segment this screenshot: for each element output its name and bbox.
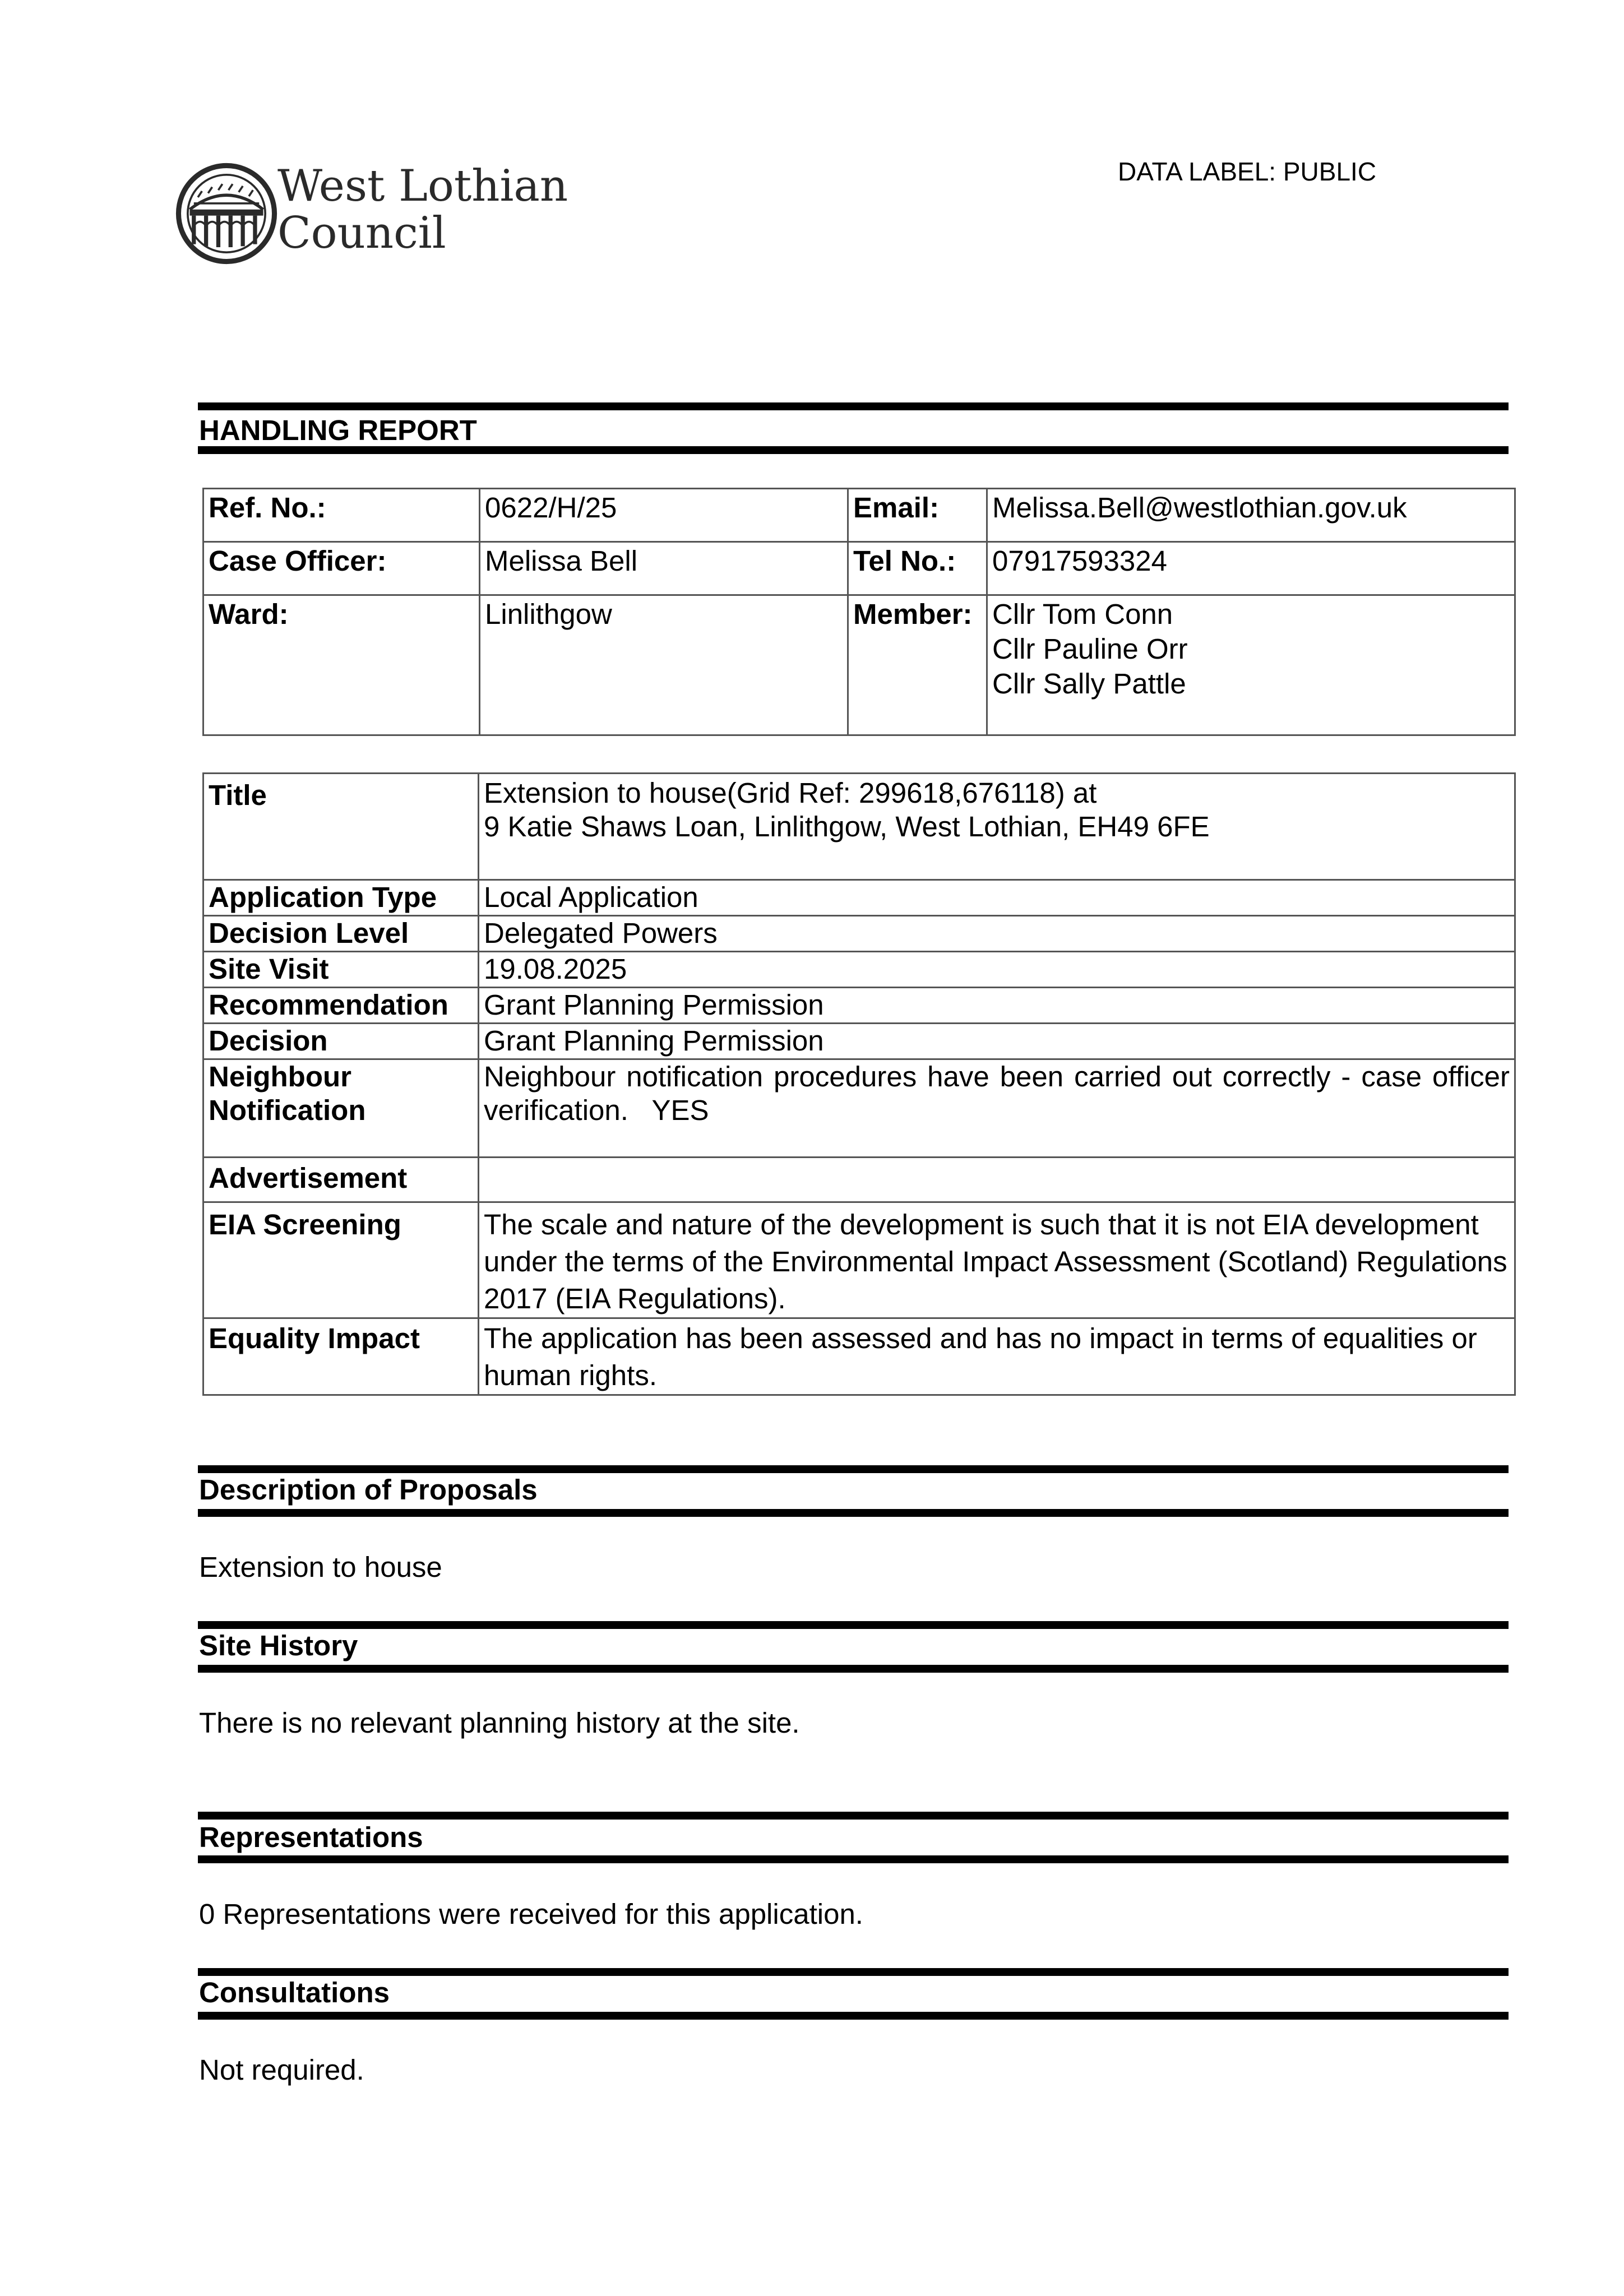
eia-screening-value: The scale and nature of the development is such that it is not EIA development under the terms of the Environmental Impact Assessment (Scotland) Regulations 2017 (EIA Regulations). xyxy=(479,1202,1515,1318)
decision-level-label: Decision Level xyxy=(203,916,479,952)
application-type-label: Application Type xyxy=(203,880,479,916)
email-label: Email: xyxy=(848,489,987,542)
advertisement-label: Advertisement xyxy=(203,1158,479,1202)
officer-details-table xyxy=(202,488,1516,736)
member-item: Cllr Tom Conn xyxy=(992,598,1173,630)
application-details-table xyxy=(202,772,1516,1396)
site-history-heading: Site History xyxy=(199,1630,358,1661)
viaduct-emblem-icon xyxy=(175,163,277,265)
email-value: Melissa.Bell@westlothian.gov.uk xyxy=(987,489,1515,542)
application-type-value: Local Application xyxy=(479,880,1515,916)
eia-screening-label: EIA Screening xyxy=(203,1202,479,1318)
description-section-header xyxy=(198,1465,1509,1517)
member-item: Cllr Sally Pattle xyxy=(992,668,1186,700)
member-item: Cllr Pauline Orr xyxy=(992,633,1188,665)
site-visit-value: 19.08.2025 xyxy=(479,952,1515,988)
member-list xyxy=(987,595,1515,735)
recommendation-value: Grant Planning Permission xyxy=(479,988,1515,1024)
title-value xyxy=(479,774,1515,880)
representations-section-header xyxy=(198,1812,1509,1863)
recommendation-label: Recommendation xyxy=(203,988,479,1024)
consultations-text: Not required. xyxy=(199,2054,364,2086)
decision-value: Grant Planning Permission xyxy=(479,1024,1515,1059)
neighbour-notification-label: Neighbour Notification xyxy=(203,1059,479,1158)
report-title: HANDLING REPORT xyxy=(199,414,477,446)
neighbour-notification-value: Neighbour notification procedures have been carried out correctly - case officer verification. YES xyxy=(479,1059,1515,1158)
ward-label: Ward: xyxy=(203,595,480,735)
case-officer-label: Case Officer: xyxy=(203,542,480,595)
ref-value: 0622/H/25 xyxy=(480,489,848,542)
advertisement-value xyxy=(479,1158,1515,1202)
consultations-section-header xyxy=(198,1968,1509,2020)
council-logo xyxy=(175,161,568,269)
title-line-2: 9 Katie Shaws Loan, Linlithgow, West Lothian, EH49 6FE xyxy=(484,811,1210,843)
site-visit-label: Site Visit xyxy=(203,952,479,988)
handling-report-header xyxy=(198,402,1509,454)
site-history-section-header xyxy=(198,1621,1509,1673)
tel-label: Tel No.: xyxy=(848,542,987,595)
representations-text: 0 Representations were received for this application. xyxy=(199,1898,863,1930)
ref-label: Ref. No.: xyxy=(203,489,480,542)
equality-impact-label: Equality Impact xyxy=(203,1318,479,1395)
description-heading: Description of Proposals xyxy=(199,1474,538,1506)
data-label: DATA LABEL: PUBLIC xyxy=(1118,157,1377,186)
equality-impact-value: The application has been assessed and has no impact in terms of equalities or human rights. xyxy=(479,1318,1515,1395)
site-history-text: There is no relevant planning history at the site. xyxy=(199,1707,800,1739)
title-line-1: Extension to house(Grid Ref: 299618,676118) at xyxy=(484,777,1097,809)
description-text: Extension to house xyxy=(199,1551,442,1583)
case-officer-value: Melissa Bell xyxy=(480,542,848,595)
representations-heading: Representations xyxy=(199,1821,423,1853)
consultations-heading: Consultations xyxy=(199,1976,390,2008)
member-label: Member: xyxy=(848,595,987,735)
tel-value: 07917593324 xyxy=(987,542,1515,595)
decision-label: Decision xyxy=(203,1024,479,1059)
logo-text-line2: Council xyxy=(277,208,446,258)
decision-level-value: Delegated Powers xyxy=(479,916,1515,952)
logo-text-line1: West Lothian xyxy=(277,161,568,211)
title-label: Title xyxy=(203,774,479,880)
ward-value: Linlithgow xyxy=(480,595,848,735)
